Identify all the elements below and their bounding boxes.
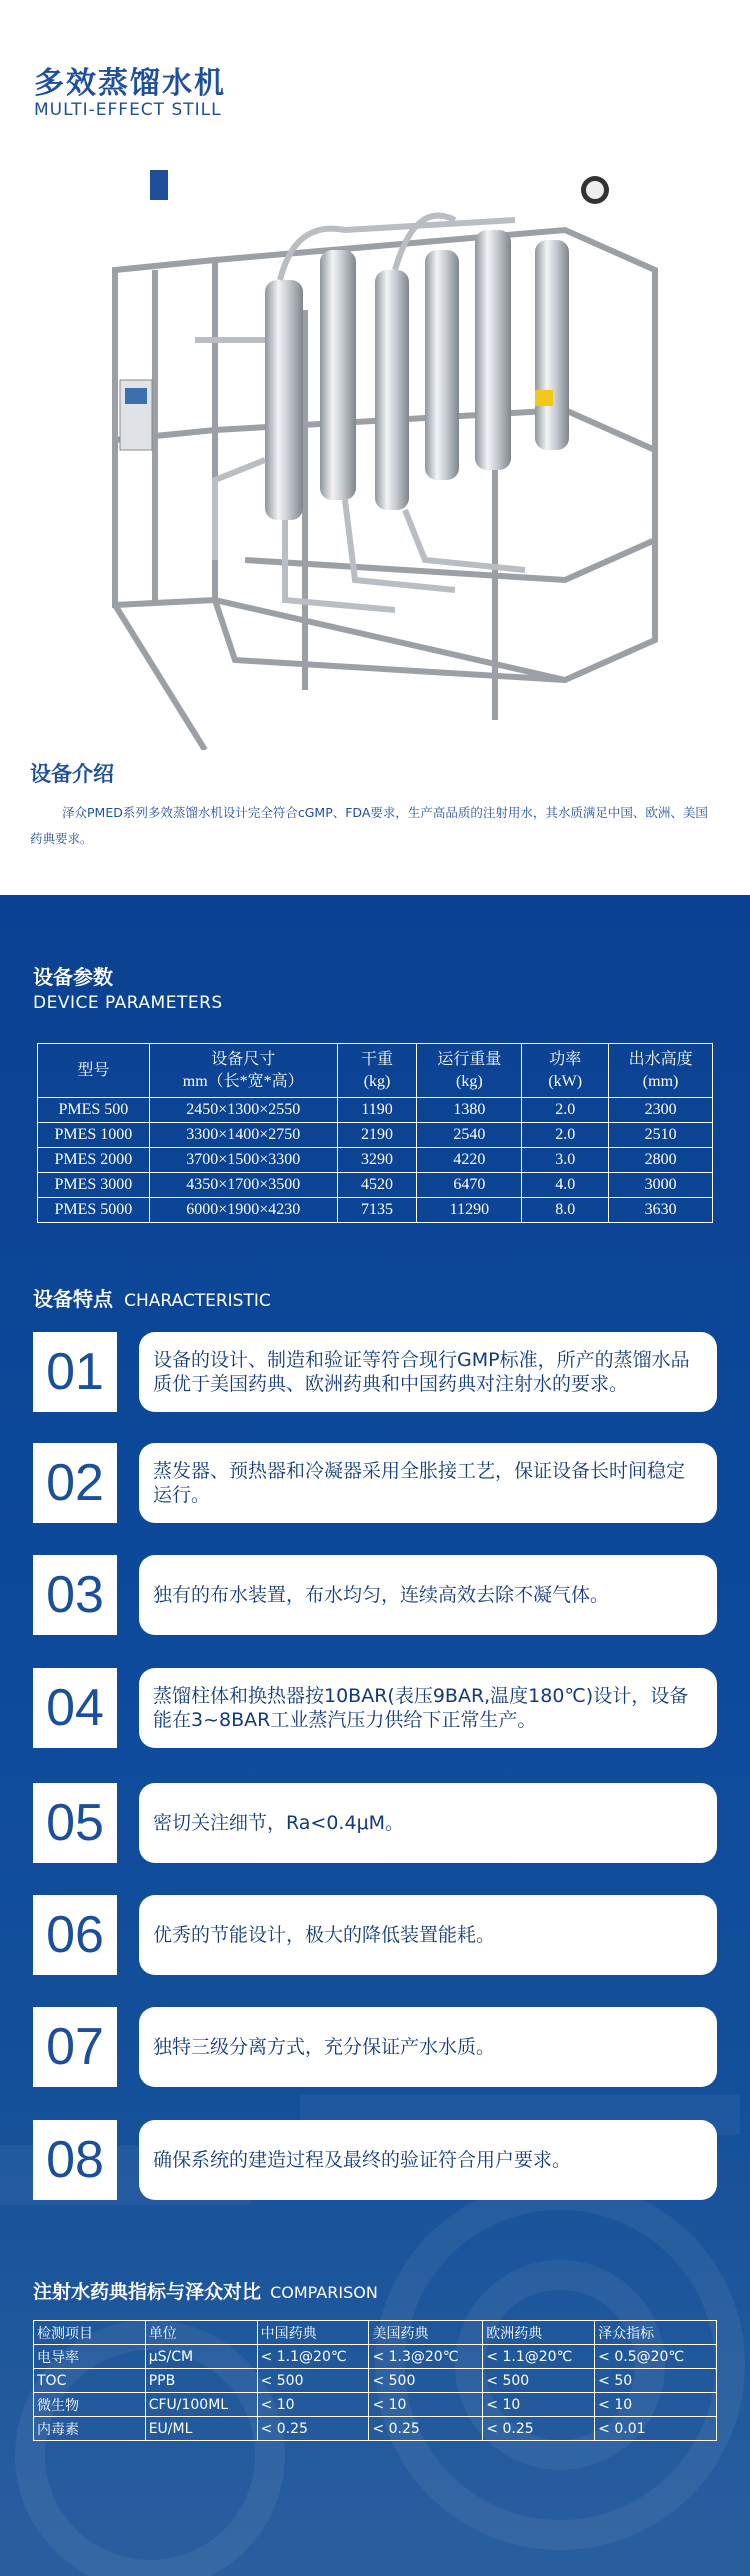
table-row <box>38 1173 713 1198</box>
table-cell: 2450×1300×2550 <box>149 1098 337 1123</box>
feature-text: 独特三级分离方式，充分保证产水水质。 <box>139 2007 717 2087</box>
header-cell: 出水高度 (mm) <box>609 1044 713 1098</box>
table-row <box>38 1098 713 1123</box>
feature-number: 07 <box>33 2007 117 2087</box>
comparison-table <box>33 2320 717 2441</box>
table-cell: 内毒素 <box>34 2417 146 2441</box>
table-cell: 4350×1700×3500 <box>149 1173 337 1198</box>
table-cell: < 50 <box>595 2369 717 2393</box>
table-cell: < 10 <box>369 2393 483 2417</box>
table-row <box>34 2393 717 2417</box>
features-heading-en: CHARACTERISTIC <box>124 1291 271 1311</box>
table-cell: 2300 <box>609 1098 713 1123</box>
table-cell: 4220 <box>417 1148 522 1173</box>
table-cell: 3300×1400×2750 <box>149 1123 337 1148</box>
features-heading-cn: 设备特点 <box>33 1287 113 1311</box>
table-cell: TOC <box>34 2369 146 2393</box>
table-cell: 3000 <box>609 1173 713 1198</box>
table-cell: CFU/100ML <box>145 2393 257 2417</box>
table-cell: 微生物 <box>34 2393 146 2417</box>
comparison-heading-cn: 注射水药典指标与泽众对比 <box>33 2281 262 2303</box>
feature-number: 03 <box>33 1555 117 1635</box>
table-cell: 3700×1500×3300 <box>149 1148 337 1173</box>
table-cell: 2800 <box>609 1148 713 1173</box>
table-cell: 11290 <box>417 1198 522 1223</box>
table-cell: 2.0 <box>522 1123 609 1148</box>
feature-number: 05 <box>33 1783 117 1863</box>
feature-text: 设备的设计、制造和验证等符合现行GMP标准，所产的蒸馏水品质优于美国药典、欧洲药典和中国药典对注射水的要求。 <box>139 1332 717 1412</box>
table-cell: 2540 <box>417 1123 522 1148</box>
blue-section <box>0 895 750 2576</box>
table-row <box>38 1123 713 1148</box>
table-cell: 8.0 <box>522 1198 609 1223</box>
table-cell: 7135 <box>337 1198 417 1223</box>
table-cell: 3290 <box>337 1148 417 1173</box>
table-row <box>38 1148 713 1173</box>
header-cell: 型号 <box>38 1044 150 1098</box>
table-cell: 6470 <box>417 1173 522 1198</box>
features-heading <box>33 1283 271 1312</box>
comparison-heading <box>33 2277 378 2304</box>
feature-number: 01 <box>33 1332 117 1412</box>
page-title: 多效蒸馏水机 <box>34 66 226 101</box>
header-cell: 检测项目 <box>34 2321 146 2345</box>
header-cell: 中国药典 <box>257 2321 369 2345</box>
table-cell: 6000×1900×4230 <box>149 1198 337 1223</box>
table-cell: 2510 <box>609 1123 713 1148</box>
header-cell: 功率 (kW) <box>522 1044 609 1098</box>
table-cell: < 10 <box>595 2393 717 2417</box>
page-subtitle: MULTI-EFFECT STILL <box>34 100 222 120</box>
table-cell: < 500 <box>369 2369 483 2393</box>
table-cell: < 500 <box>483 2369 595 2393</box>
header-cell: 美国药典 <box>369 2321 483 2345</box>
feature-number: 02 <box>33 1443 117 1523</box>
table-cell: EU/ML <box>145 2417 257 2441</box>
table-cell: < 0.01 <box>595 2417 717 2441</box>
table-cell: PMES 2000 <box>38 1148 150 1173</box>
comparison-heading-en: COMPARISON <box>270 2283 378 2302</box>
header-cell: 设备尺寸 mm（长*宽*高） <box>149 1044 337 1098</box>
intro-text: 泽众PMED系列多效蒸馏水机设计完全符合cGMP、FDA要求，生产高品质的注射用水，其水质满足中国、欧洲、美国药典要求。 <box>30 805 708 846</box>
table-cell: 4520 <box>337 1173 417 1198</box>
table-row <box>38 1198 713 1223</box>
table-cell: < 0.5@20℃ <box>595 2345 717 2369</box>
feature-text: 蒸发器、预热器和冷凝器采用全胀接工艺，保证设备长时间稳定运行。 <box>139 1443 717 1523</box>
header-cell: 干重 (kg) <box>337 1044 417 1098</box>
header-cell: 运行重量 (kg) <box>417 1044 522 1098</box>
feature-text: 密切关注细节，Ra<0.4μM。 <box>139 1783 717 1863</box>
params-heading-cn: 设备参数 <box>33 965 113 989</box>
intro-heading: 设备介绍 <box>30 762 114 786</box>
table-cell: < 0.25 <box>369 2417 483 2441</box>
table-cell: 1380 <box>417 1098 522 1123</box>
params-heading-en: DEVICE PARAMETERS <box>33 993 223 1013</box>
table-cell: PMES 3000 <box>38 1173 150 1198</box>
header-cell: 泽众指标 <box>595 2321 717 2345</box>
feature-text: 蒸馏柱体和换热器按10BAR(表压9BAR,温度180℃)设计，设备能在3~8BAR工业蒸汽压力供给下正常生产。 <box>139 1668 717 1748</box>
multi-effect-still-machine-image <box>95 160 685 750</box>
table-cell: 2190 <box>337 1123 417 1148</box>
table-cell: PMES 500 <box>38 1098 150 1123</box>
feature-text: 确保系统的建造过程及最终的验证符合用户要求。 <box>139 2120 717 2200</box>
table-cell: < 0.25 <box>483 2417 595 2441</box>
table-cell: < 500 <box>257 2369 369 2393</box>
table-cell: < 1.3@20℃ <box>369 2345 483 2369</box>
table-cell: PMES 5000 <box>38 1198 150 1223</box>
table-cell: μS/CM <box>145 2345 257 2369</box>
table-row <box>34 2369 717 2393</box>
header-cell: 欧洲药典 <box>483 2321 595 2345</box>
table-cell: 3.0 <box>522 1148 609 1173</box>
feature-number: 04 <box>33 1668 117 1748</box>
table-row <box>34 2417 717 2441</box>
table-cell: < 1.1@20℃ <box>483 2345 595 2369</box>
table-cell: PPB <box>145 2369 257 2393</box>
table-row <box>34 2345 717 2369</box>
feature-number: 06 <box>33 1895 117 1975</box>
table-cell: < 1.1@20℃ <box>257 2345 369 2369</box>
table-cell: < 10 <box>483 2393 595 2417</box>
table-cell: 1190 <box>337 1098 417 1123</box>
table-header-row <box>38 1044 713 1098</box>
table-cell: 3630 <box>609 1198 713 1223</box>
feature-text: 独有的布水装置，布水均匀，连续高效去除不凝气体。 <box>139 1555 717 1635</box>
table-cell: 4.0 <box>522 1173 609 1198</box>
top-section <box>0 0 750 895</box>
device-parameters-table <box>37 1043 713 1223</box>
feature-number: 08 <box>33 2120 117 2200</box>
table-cell: 2.0 <box>522 1098 609 1123</box>
feature-text: 优秀的节能设计，极大的降低装置能耗。 <box>139 1895 717 1975</box>
table-cell: PMES 1000 <box>38 1123 150 1148</box>
header-cell: 单位 <box>145 2321 257 2345</box>
table-cell: < 0.25 <box>257 2417 369 2441</box>
table-header-row <box>34 2321 717 2345</box>
table-cell: < 10 <box>257 2393 369 2417</box>
table-cell: 电导率 <box>34 2345 146 2369</box>
